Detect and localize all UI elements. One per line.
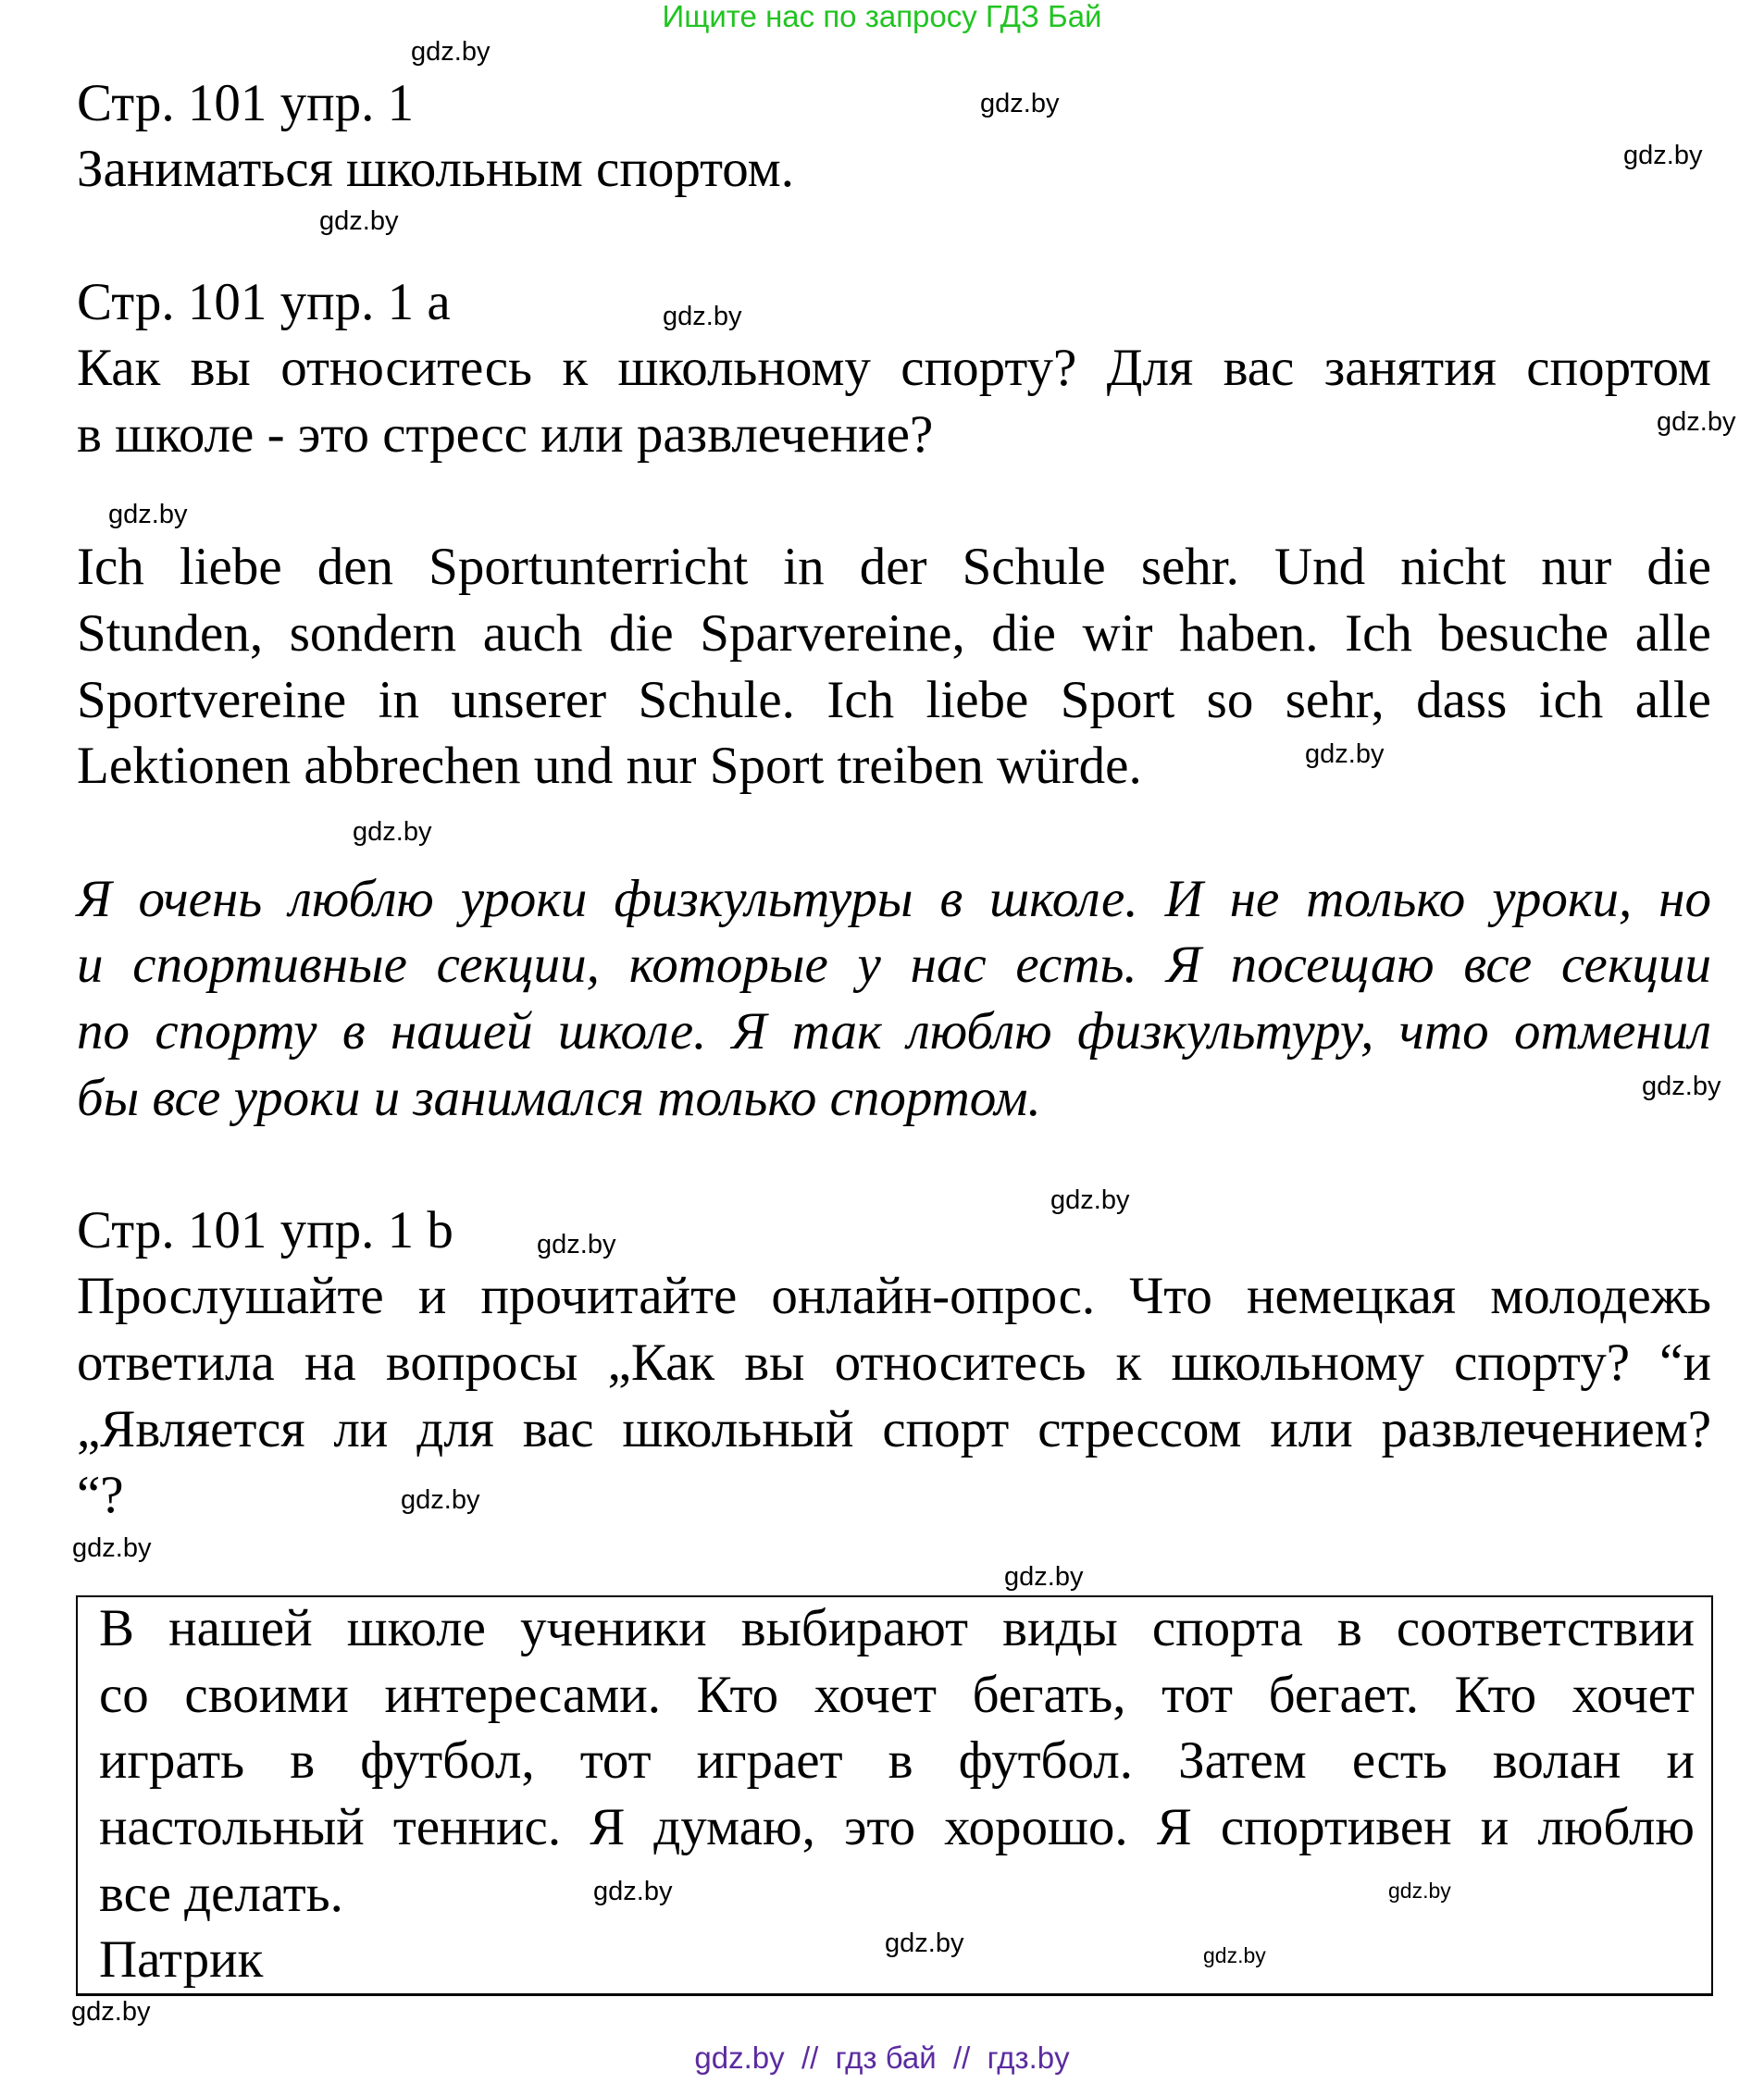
watermark: gdz.by: [319, 206, 399, 236]
search-banner: Ищите нас по запросу ГДЗ Бай: [662, 0, 1102, 33]
watermark: gdz.by: [1004, 1562, 1084, 1592]
box-line: настольный теннис. Я думаю, это хорошо. Я спортивен и люблю: [99, 1798, 1695, 1856]
watermark: gdz.by: [108, 500, 188, 529]
watermark: gdz.by: [411, 37, 491, 67]
ex1a-question-line: Как вы относитесь к школьному спорту? Для вас занятия спортом: [77, 339, 1711, 397]
heading-ex1: Стр. 101 упр. 1: [77, 74, 415, 132]
ex1a-question-line: в школе - это стресс или развлечение?: [77, 405, 934, 464]
watermark: gdz.by: [593, 1877, 673, 1906]
watermark: gdz.by: [353, 817, 432, 847]
watermark: gdz.by: [1388, 1879, 1451, 1903]
translation-line: по спорту в нашей школе. Я так люблю физкультуру, что отменил: [77, 1002, 1711, 1061]
watermark: gdz.by: [1050, 1185, 1130, 1215]
box-line: играть в футбол, тот играет в футбол. Затем есть волан и: [99, 1731, 1695, 1790]
ex1b-task-line: “?: [77, 1466, 124, 1524]
watermark: gdz.by: [663, 302, 742, 331]
ex1b-task-line: „Является ли для вас школьный спорт стрессом или развлечением?: [77, 1400, 1711, 1458]
translation-line: Я очень люблю уроки физкультуры в школе. И не только уроки, но: [77, 870, 1711, 928]
translation-line: бы все уроки и занимался только спортом.: [77, 1069, 1041, 1127]
ex1b-task-line: ответила на вопросы „Как вы относитесь к школьному спорту? “и: [77, 1334, 1711, 1392]
ex1b-task-line: Прослушайте и прочитайте онлайн-опрос. Что немецкая молодежь: [77, 1267, 1711, 1325]
german-answer-line: Ich liebe den Sportunterricht in der Schule sehr. Und nicht nur die: [77, 538, 1711, 596]
box-line: все делать.: [99, 1865, 343, 1923]
watermark: gdz.by: [72, 1533, 152, 1563]
watermark: gdz.by: [537, 1230, 616, 1259]
box-line: В нашей школе ученики выбирают виды спорта в соответствии: [99, 1599, 1695, 1657]
german-answer-line: Lektionen abbrechen und nur Sport treiben würde.: [77, 737, 1142, 795]
watermark: gdz.by: [1642, 1072, 1721, 1101]
watermark: gdz.by: [401, 1485, 480, 1515]
heading-ex1b: Стр. 101 упр. 1 b: [77, 1201, 453, 1259]
box-line: со своими интересами. Кто хочет бегать, тот бегает. Кто хочет: [99, 1666, 1695, 1724]
german-answer-line: Sportvereine in unserer Schule. Ich liebe Sport so sehr, dass ich alle: [77, 671, 1711, 729]
heading-ex1a: Стр. 101 упр. 1 а: [77, 273, 451, 331]
watermark: gdz.by: [1657, 407, 1736, 437]
watermark: gdz.by: [980, 89, 1060, 118]
translation-line: и спортивные секции, которые у нас есть. Я посещаю все секции: [77, 936, 1711, 994]
german-answer-line: Stunden, sondern auch die Sparvereine, die wir haben. Ich besuche alle: [77, 604, 1711, 663]
watermark: gdz.by: [885, 1929, 964, 1958]
watermark: gdz.by: [1623, 141, 1703, 170]
watermark: gdz.by: [71, 1997, 151, 2027]
ex1-text: Заниматься школьным спортом.: [77, 140, 794, 198]
watermark: gdz.by: [1305, 739, 1385, 769]
box-signature: Патрик: [99, 1930, 264, 1989]
footer-links: gdz.by // гдз бай // гдз.by: [694, 2041, 1070, 2075]
watermark: gdz.by: [1203, 1943, 1266, 1967]
